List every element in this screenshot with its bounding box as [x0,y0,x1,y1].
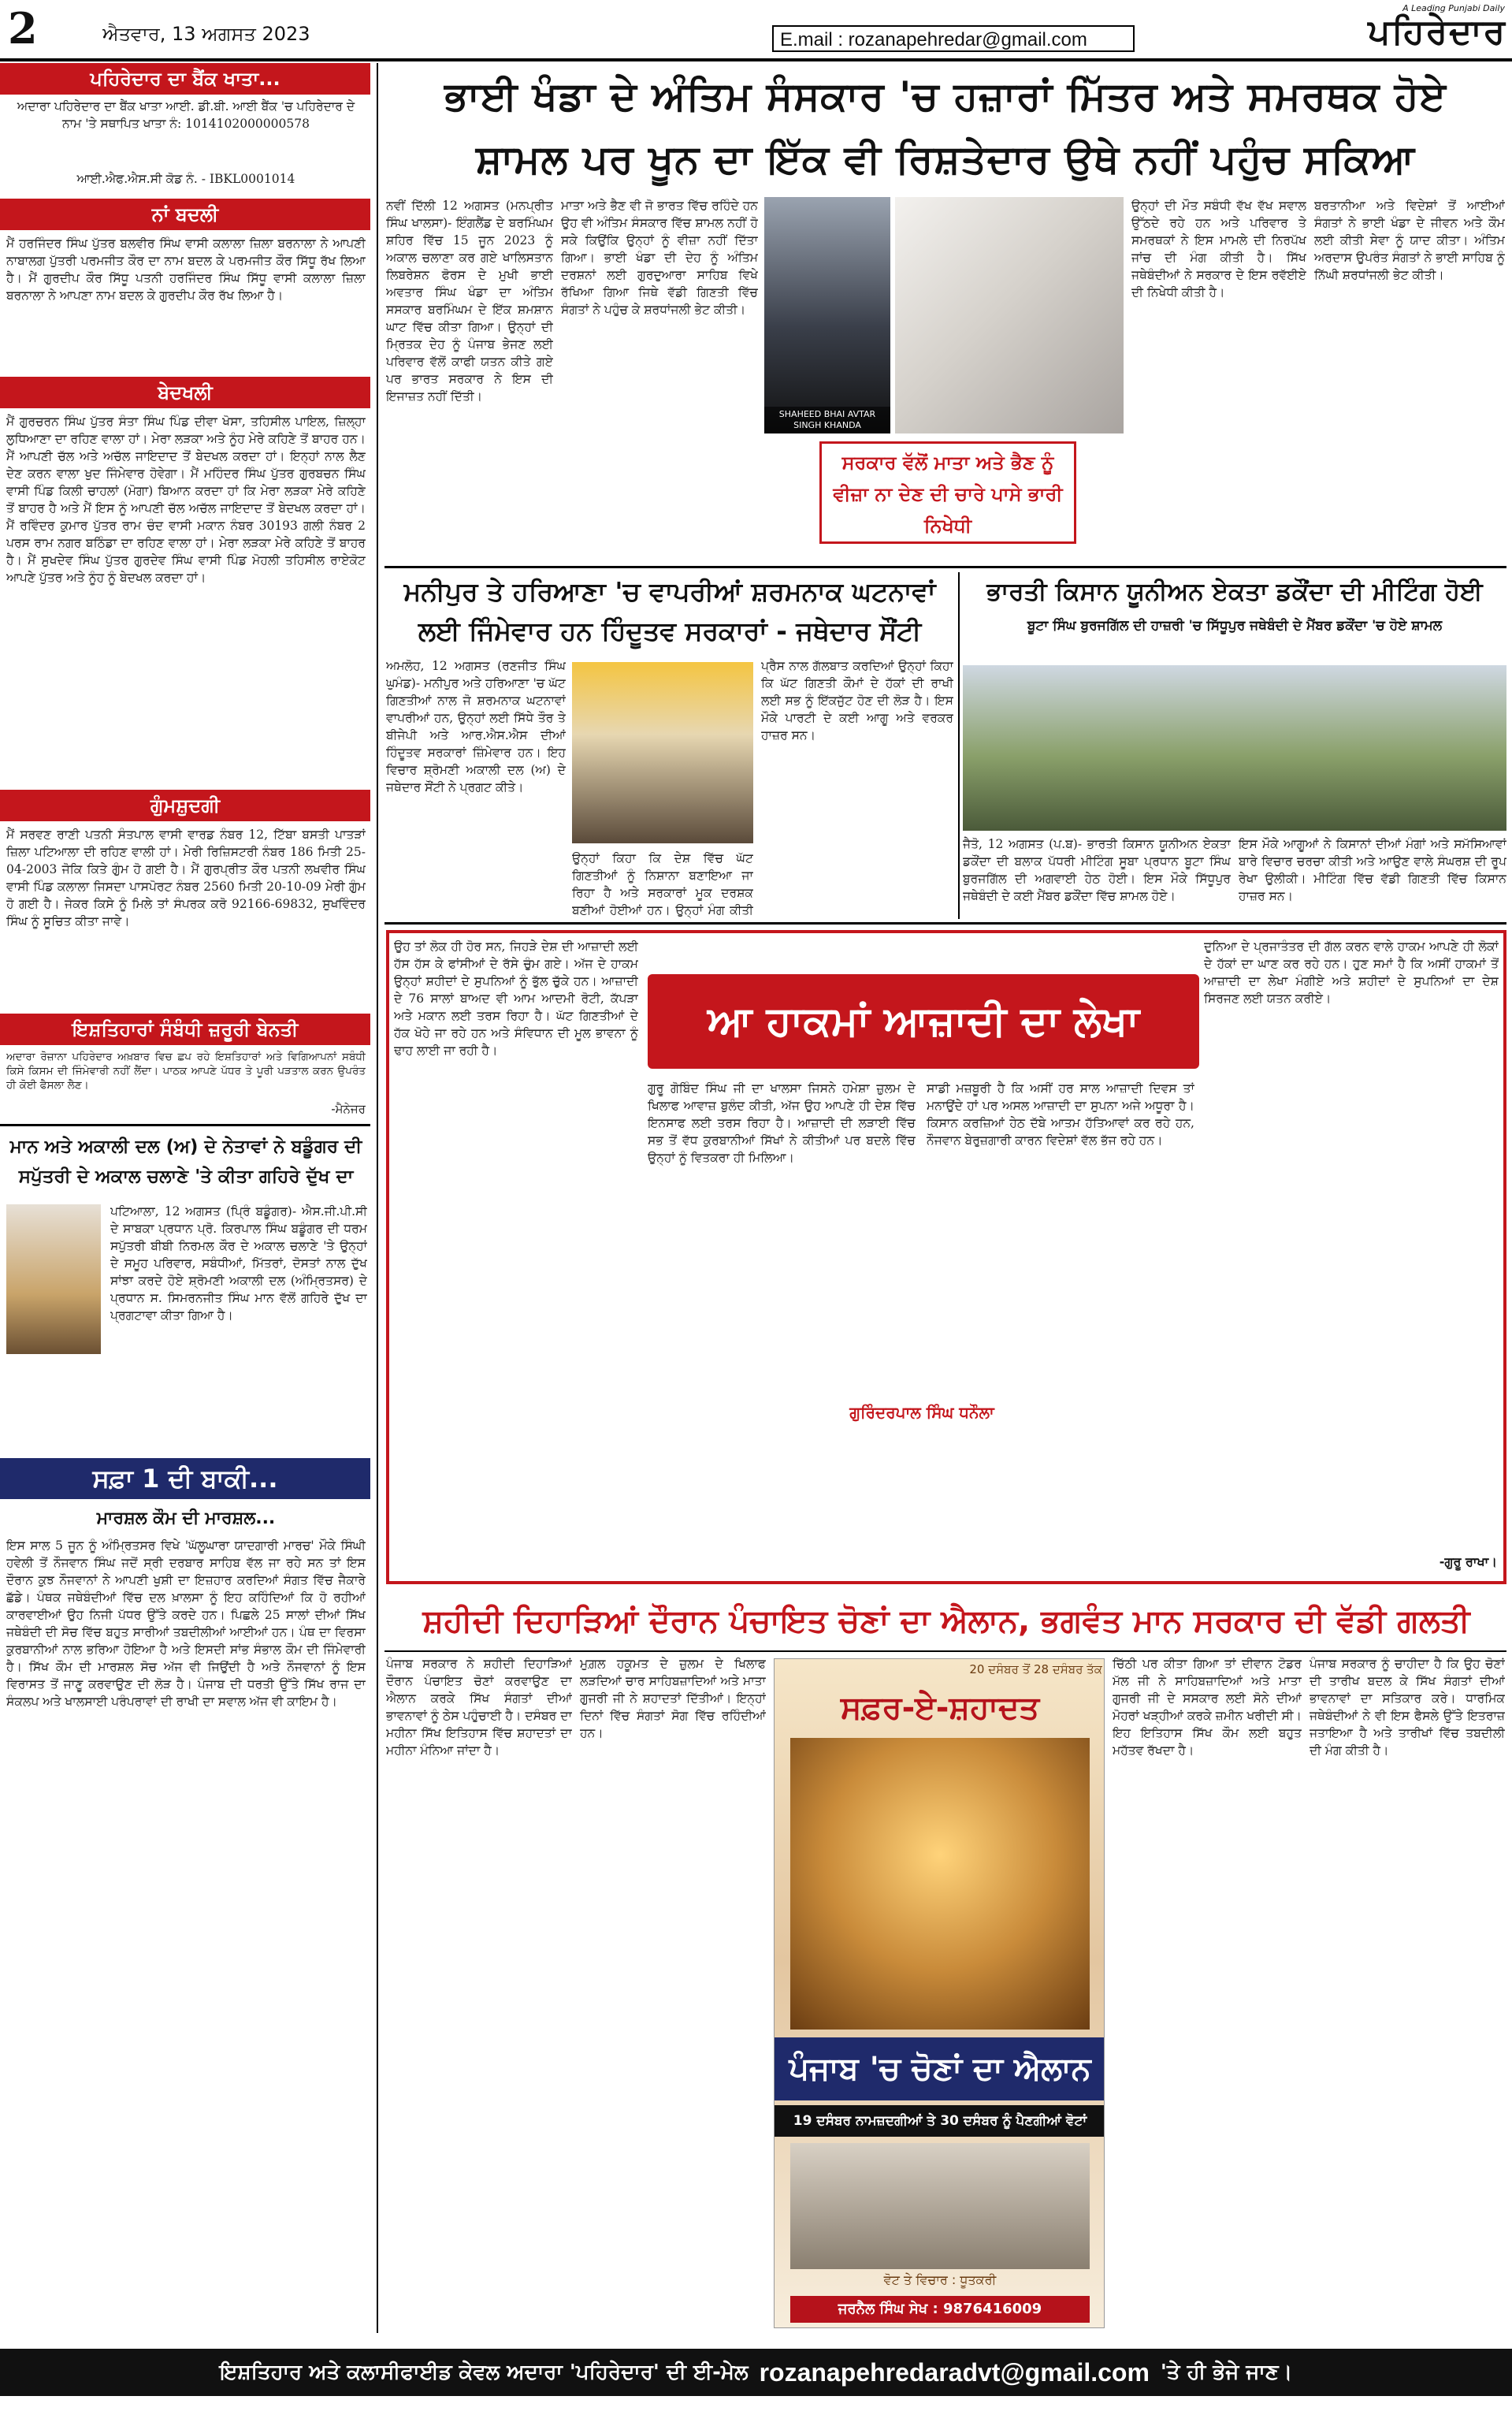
top-col-2: ਮਾਤਾ ਅਤੇ ਭੈਣ ਵੀ ਜੋ ਭਾਰਤ ਵਿੱਚ ਰਹਿੰਦੇ ਹਨ ਉਹ ਵੀ ਅੰਤਿਮ ਸੰਸਕਾਰ ਵਿੱਚ ਸ਼ਾਮਲ ਨਹੀਂ ਹੋ ਸਕੇ ਕਿਉਂਕਿ ਉਨ੍ਹਾਂ ਨੂੰ ਵੀਜ਼ਾ ਨਹੀਂ ਦਿੱਤਾ ਗਿਆ। ਭਾਈ ਖੰਡਾ ਦੀ ਦੇਹ ਨੂੰ ਅੰਤਿਮ ਦਰਸ਼ਨਾਂ ਲਈ ਗੁਰਦੁਆਰਾ ਸਾਹਿਬ ਵਿਖੇ ਰੱਖਿਆ ਗਿਆ ਜਿਥੇ ਵੱਡੀ ਗਿਣਤੀ ਵਿੱਚ ਸੰਗਤਾਂ ਨੇ ਪਹੁੰਚ ਕੇ ਸ਼ਰਧਾਂਜਲੀ ਭੇਟ ਕੀਤੀ। [561,199,758,317]
eviction-title: ਬੇਦਖਲੀ [0,377,370,408]
poster-band: ਪੰਜਾਬ 'ਚ ਚੋਣਾਂ ਦਾ ਐਲਾਨ [775,2037,1105,2100]
continued-banner: ਸਫ਼ਾ 1 ਦੀ ਬਾਕੀ... [0,1458,370,1499]
page-number: 2 [8,3,38,54]
top-story-divider [385,566,1506,568]
sonti-photo [572,662,753,843]
top-headline-2: ਸ਼ਾਮਲ ਪਰ ਖੂਨ ਦਾ ਇੱਕ ਵੀ ਰਿਸ਼ਤੇਦਾਰ ਉਥੇ ਨਹੀਂ ਪਹੁੰਚ ਸਕਿਆ [475,136,1416,182]
union-col-1: ਜੈਤੋ, 12 ਅਗਸਤ (ਪ.ਬ)- ਭਾਰਤੀ ਕਿਸਾਨ ਯੂਨੀਅਨ ਏਕਤਾ ਡਕੌਂਦਾ ਦੀ ਬਲਾਕ ਪੱਧਰੀ ਮੀਟਿੰਗ ਸੂਬਾ ਪ੍ਰਧਾਨ ਬੂਟਾ ਸਿੰਘ ਬੁਰਜਗਿੱਲ ਦੀ ਅਗਵਾਈ ਹੇਠ ਹੋਈ। ਇਸ ਮੌਕੇ ਸਿੱਧੂਪੁਰ ਜਥੇਬੰਦੀ ਦੇ ਕਈ ਮੈਂਬਰ ਡਕੌਂਦਾ ਵਿੱਚ ਸ਼ਾਮਲ ਹੋਏ। [963,837,1231,903]
bottom-col-2: ਮੁਗ਼ਲ ਹਕੂਮਤ ਦੇ ਜ਼ੁਲਮ ਦੇ ਖਿਲਾਫ ਲੜਦਿਆਂ ਚਾਰ ਸਾਹਿਬਜ਼ਾਦਿਆਂ ਅਤੇ ਮਾਤਾ ਗੁਜਰੀ ਜੀ ਨੇ ਸ਼ਹਾਦਤਾਂ ਦਿੱਤੀਆਂ। ਇਨ੍ਹਾਂ ਦਿਨਾਂ ਵਿੱਚ ਸੰਗਤਾਂ ਸੋਗ ਵਿੱਚ ਰਹਿੰਦੀਆਂ ਹਨ। [580,1657,766,1740]
funeral-photo [895,197,1124,433]
bottom-col-1: ਪੰਜਾਬ ਸਰਕਾਰ ਨੇ ਸ਼ਹੀਦੀ ਦਿਹਾੜਿਆਂ ਦੌਰਾਨ ਪੰਚਾਇਤ ਚੋਣਾਂ ਕਰਵਾਉਣ ਦਾ ਐਲਾਨ ਕਰਕੇ ਸਿੱਖ ਸੰਗਤਾਂ ਦੀਆਂ ਭਾਵਨਾਵਾਂ ਨੂੰ ਠੇਸ ਪਹੁੰਚਾਈ ਹੈ। ਦਸੰਬਰ ਦਾ ਮਹੀਨਾ ਸਿੱਖ ਇਤਿਹਾਸ ਵਿੱਚ ਸ਼ਹਾਦਤਾਂ ਦਾ ਮਹੀਨਾ ਮੰਨਿਆ ਜਾਂਦਾ ਹੈ। [386,1657,572,1758]
footer-left-text: ਇਸ਼ਤਿਹਾਰ ਅਤੇ ਕਲਾਸੀਫਾਈਡ ਕੇਵਲ ਅਦਾਰਾ 'ਪਹਿਰੇਦਾਰ' ਦੀ ਈ-ਮੇਲ [219,2360,749,2384]
lost-text: ਮੈਂ ਸਰਵਣ ਰਾਣੀ ਪਤਨੀ ਸੰਤਪਾਲ ਵਾਸੀ ਵਾਰਡ ਨੰਬਰ 12, ਟਿੱਬਾ ਬਸਤੀ ਪਾਤੜਾਂ ਜ਼ਿਲਾ ਪਟਿਆਲਾ ਦੀ ਰਹਿਣ ਵਾਲੀ ਹਾਂ। ਮੇਰੀ ਰਿਜ਼ਿਸਟਰੀ ਨੰਬਰ 186 ਮਿਤੀ 25-04-2003 ਜੋਕਿ ਕਿਤੇ ਗੁੰਮ ਹੋ ਗਈ ਹੈ। ਮੈਂ ਗੁਰਪ੍ਰੀਤ ਕੌਰ ਪਤਨੀ ਲਖਵੀਰ ਸਿੰਘ ਵਾਸੀ ਪਿੰਡ ਕਲਾਲਾ ਜਿਸਦਾ ਪਾਸਪੋਰਟ ਨੰਬਰ 2560 ਮਿਤੀ 20-10-09 ਮੇਰੀ ਗੁੰਮ ਹੋ ਗਈ ਹੈ। ਜੇਕਰ ਕਿਸੇ ਨੂੰ ਮਿਲੇ ਤਾਂ ਸੰਪਰਕ ਕਰੋ 92166-69832, ਸੁਖਵਿੰਦਰ ਸਿੰਘ ਨੂੰ ਸੂਚਿਤ ਕੀਤਾ ਜਾਵੇ। [6,828,366,928]
header-divider [0,58,1512,61]
mann-headline: ਮਾਨ ਅਤੇ ਅਕਾਲੀ ਦਲ (ਅ) ਦੇ ਨੇਤਾਵਾਂ ਨੇ ਬਡੂੰਗਰ ਦੀ ਸਪੁੱਤਰੀ ਦੇ ਅਕਾਲ ਚਲਾਣੇ 'ਤੇ ਕੀਤਾ ਗਹਿਰੇ ਦੁੱਖ ਦਾ [9,1137,362,1187]
left-divider [377,63,378,2333]
name-change-title: ਨਾਂ ਬਦਲੀ [0,199,370,230]
manipur-divider [958,572,960,919]
union-headline: ਭਾਰਤੀ ਕਿਸਾਨ ਯੂਨੀਅਨ ਏਕਤਾ ਡਕੌਂਦਾ ਦੀ ਮੀਟਿੰਗ ਹੋਈ [986,578,1483,606]
poster-author: ਜਰਨੈਲ ਸਿੰਘ ਸੇਖ : 9876416009 [790,2296,1090,2323]
poster-dates: 20 ਦਸੰਬਰ ਤੋਂ 28 ਦਸੰਬਰ ਤੱਕ [969,1662,1102,1676]
poster-politicians [790,2143,1090,2269]
poster-artwork [790,1738,1090,2030]
union-subhead: ਬੂਟਾ ਸਿੰਘ ਬੁਰਜਗਿੱਲ ਦੀ ਹਾਜ਼ਰੀ 'ਚ ਸਿੱਧੂਪੁਰ ਜਥੇਬੰਦੀ ਦੇ ਮੈਂਬਰ ਡਕੌਂਦਾ 'ਚ ਹੋਏ ਸ਼ਾਮਲ [1027,618,1443,634]
editorial-col-3: ਸਾਡੀ ਮਜ਼ਬੂਰੀ ਹੈ ਕਿ ਅਸੀਂ ਹਰ ਸਾਲ ਆਜ਼ਾਦੀ ਦਿਵਸ ਤਾਂ ਮਨਾਉਂਦੇ ਹਾਂ ਪਰ ਅਸਲ ਆਜ਼ਾਦੀ ਦਾ ਸੁਪਨਾ ਅਜੇ ਅਧੂਰਾ ਹੈ। ਕਿਸਾਨ ਕਰਜ਼ਿਆਂ ਹੇਠ ਦੱਬੇ ਆਤਮ ਹੱਤਿਆਵਾਂ ਕਰ ਰਹੇ ਹਨ, ਨੌਜਵਾਨ ਬੇਰੁਜ਼ਗਾਰੀ ਕਾਰਨ ਵਿਦੇਸ਼ਾਂ ਵੱਲ ਭੱਜ ਰਹੇ ਹਨ। [927,1081,1194,1148]
page-header [0,0,1512,58]
bank-ifsc: ਆਈ.ਐਫ.ਐਸ.ਸੀ ਕੋਡ ਨੰ. - IBKL0001014 [76,172,295,186]
ad-notice-title: ਇਸ਼ਤਿਹਾਰਾਂ ਸੰਬੰਧੀ ਜ਼ਰੂਰੀ ਬੇਨਤੀ [0,1014,370,1045]
bank-title: ਪਹਿਰੇਦਾਰ ਦਾ ਬੈਂਕ ਖਾਤਾ... [0,63,370,95]
top-col-4: ਬਰਤਾਨੀਆ ਅਤੇ ਵਿਦੇਸ਼ਾਂ ਤੋਂ ਆਈਆਂ ਸੰਗਤਾਂ ਨੇ ਭਾਈ ਖੰਡਾ ਦੇ ਜੀਵਨ ਅਤੇ ਕੌਮ ਲਈ ਕੀਤੀ ਸੇਵਾ ਨੂੰ ਯਾਦ ਕੀਤਾ। ਅੰਤਿਮ ਅਰਦਾਸ ਉਪਰੰਤ ਸੰਗਤਾਂ ਨੇ ਭਾਈ ਸਾਹਿਬ ਨੂੰ ਨਿੱਘੀ ਸ਼ਰਧਾਂਜਲੀ ਭੇਟ ਕੀਤੀ। [1314,199,1505,282]
bottom-col-4: ਪੰਜਾਬ ਸਰਕਾਰ ਨੂੰ ਚਾਹੀਦਾ ਹੈ ਕਿ ਉਹ ਚੋਣਾਂ ਦੀ ਤਾਰੀਖ ਬਦਲ ਕੇ ਸਿੱਖ ਸੰਗਤਾਂ ਦੀਆਂ ਭਾਵਨਾਵਾਂ ਦਾ ਸਤਿਕਾਰ ਕਰੇ। ਧਾਰਮਿਕ ਜਥੇਬੰਦੀਆਂ ਨੇ ਵੀ ਇਸ ਫੈਸਲੇ ਉੱਤੇ ਇਤਰਾਜ਼ ਜਤਾਇਆ ਹੈ ਅਤੇ ਤਾਰੀਖਾਂ ਵਿੱਚ ਤਬਦੀਲੀ ਦੀ ਮੰਗ ਕੀਤੀ ਹੈ। [1310,1657,1505,1758]
top-col-1: ਨਵੀਂ ਦਿੱਲੀ 12 ਅਗਸਤ (ਮਨਪ੍ਰੀਤ ਸਿੰਘ ਖਾਲਸਾ)- ਇੰਗਲੈਂਡ ਦੇ ਬਰਮਿੰਘਮ ਸ਼ਹਿਰ ਵਿੱਚ 15 ਜੂਨ 2023 ਨੂੰ ਅਕਾਲ ਚਲਾਣਾ ਕਰ ਗਏ ਖਾਲਿਸਤਾਨ ਲਿਬਰੇਸ਼ਨ ਫੋਰਸ ਦੇ ਮੁਖੀ ਭਾਈ ਅਵਤਾਰ ਸਿੰਘ ਖੰਡਾ ਦਾ ਅੰਤਿਮ ਸਸਕਾਰ ਬਰਮਿੰਘਮ ਦੇ ਇੱਕ ਸ਼ਮਸ਼ਾਨ ਘਾਟ ਵਿੱਚ ਕੀਤਾ ਗਿਆ। ਉਨ੍ਹਾਂ ਦੀ ਮ੍ਰਿਤਕ ਦੇਹ ਨੂੰ ਪੰਜਾਬ ਭੇਜਣ ਲਈ ਪਰਿਵਾਰ ਵੱਲੋਂ ਕਾਫੀ ਯਤਨ ਕੀਤੇ ਗਏ ਪਰ ਭਾਰਤ ਸਰਕਾਰ ਨੇ ਇਸ ਦੀ ਇਜਾਜ਼ਤ ਨਹੀਂ ਦਿੱਤੀ। [386,199,553,404]
eviction-text: ਮੈਂ ਗੁਰਚਰਨ ਸਿੰਘ ਪੁੱਤਰ ਸੰਤਾ ਸਿੰਘ ਪਿੰਡ ਦੀਵਾ ਖੋਸਾ, ਤਹਿਸੀਲ ਪਾਇਲ, ਜ਼ਿਲ੍ਹਾ ਲੁਧਿਆਣਾ ਦਾ ਰਹਿਣ ਵਾਲਾ ਹਾਂ। ਮੇਰਾ ਲੜਕਾ ਅਤੇ ਨੂੰਹ ਮੇਰੇ ਕਹਿਣੇ ਤੋਂ ਬਾਹਰ ਹਨ। ਮੈਂ ਆਪਣੀ ਚੱਲ ਅਤੇ ਅਚੱਲ ਜਾਇਦਾਦ ਤੋਂ ਬੇਦਖਲ ਕਰਦਾ ਹਾਂ। ਇਨ੍ਹਾਂ ਨਾਲ ਲੈਣ ਦੇਣ ਕਰਨ ਵਾਲਾ ਖੁਦ ਜਿੰਮੇਵਾਰ ਹੋਵੇਗਾ। ਮੈਂ ਮਹਿੰਦਰ ਸਿੰਘ ਪੁੱਤਰ ਗੁਰਬਚਨ ਸਿੰਘ ਵਾਸੀ ਪਿੰਡ ਕਿਲੀ ਚਾਹਲਾਂ (ਮੋਗਾ) ਬਿਆਨ ਕਰਦਾ ਹਾਂ ਕਿ ਮੇਰਾ ਲੜਕਾ ਮੇਰੇ ਕਹਿਣੇ ਤੋਂ ਬਾਹਰ ਹੈ ਅਤੇ ਮੈਂ ਇਸ ਨੂੰ ਆਪਣੀ ਚੱਲ ਅਚੱਲ ਜਾਇਦਾਦ ਤੋਂ ਬੇਦਖਲ ਕਰਦਾ ਹਾਂ। ਮੈਂ ਰਵਿੰਦਰ ਕੁਮਾਰ ਪੁੱਤਰ ਰਾਮ ਚੰਦ ਵਾਸੀ ਮਕਾਨ ਨੰਬਰ 30193 ਗਲੀ ਨੰਬਰ 2 ਪਰਸ ਰਾਮ ਨਗਰ ਬਠਿੰਡਾ ਦਾ ਰਹਿਣ ਵਾਲਾ ਹਾਂ। ਮੇਰਾ ਲੜਕਾ ਮੇਰੇ ਕਹਿਣੇ ਤੋਂ ਬਾਹਰ ਹੈ। ਮੈਂ ਸੁਖਦੇਵ ਸਿੰਘ ਪੁੱਤਰ ਗੁਰਦੇਵ ਸਿੰਘ ਵਾਸੀ ਪਿੰਡ ਮੋਹਲੀ ਤਹਿਸੀਲ ਰਾਏਕੋਟ ਆਪਣੇ ਪੁੱਤਰ ਅਤੇ ਨੂੰਹ ਨੂੰ ਬੇਦਖਲ ਕਰਦਾ ਹਾਂ। [6,415,366,585]
khanda-portrait [764,197,890,433]
manipur-col-2: ਉਨ੍ਹਾਂ ਕਿਹਾ ਕਿ ਦੇਸ਼ ਵਿੱਚ ਘੱਟ ਗਿਣਤੀਆਂ ਨੂੰ ਨਿਸ਼ਾਨਾ ਬਣਾਇਆ ਜਾ ਰਿਹਾ ਹੈ ਅਤੇ ਸਰਕਾਰਾਂ ਮੂਕ ਦਰਸ਼ਕ ਬਣੀਆਂ ਹੋਈਆਂ ਹਨ। ਉਨ੍ਹਾਂ ਮੰਗ ਕੀਤੀ [572,851,753,917]
editorial-sign-off: -ਗੁਰੂ ਰਾਖਾ। [1439,1554,1497,1569]
ad-notice-sign: -ਮੈਨੇਜਰ [331,1102,366,1116]
union-group-photo [963,665,1506,831]
editorial-headline: ਆ ਹਾਕਮਾਂ ਆਜ਼ਾਦੀ ਦਾ ਲੇਖਾ [648,974,1199,1069]
manipur-headline-1: ਮਨੀਪੁਰ ਤੇ ਹਰਿਆਣਾ 'ਚ ਵਾਪਰੀਆਂ ਸ਼ਰਮਨਾਕ ਘਟਨਾਵਾਂ [403,576,936,607]
bottom-headline: ਸ਼ਹੀਦੀ ਦਿਹਾੜਿਆਂ ਦੌਰਾਨ ਪੰਚਾਇਤ ਚੋਣਾਂ ਦਾ ਐਲਾਨ, ਭਗਵੰਤ ਮਾਨ ਸਰਕਾਰ ਦੀ ਵੱਡੀ ਗਲਤੀ [422,1603,1470,1639]
tagline: A Leading Punjabi Daily [1402,3,1505,13]
name-change-text: ਮੈਂ ਹਰਜਿੰਦਰ ਸਿੰਘ ਪੁੱਤਰ ਬਲਵੀਰ ਸਿੰਘ ਵਾਸੀ ਕਲਾਲਾ ਜ਼ਿਲਾ ਬਰਨਾਲਾ ਨੇ ਆਪਣੀ ਨਾਬਾਲਗ ਪੁੱਤਰੀ ਪਰਮਜੀਤ ਕੌਰ ਦਾ ਨਾਮ ਬਦਲ ਕੇ ਪਰਮਜੀਤ ਕੌਰ ਸਿੱਧੂ ਰੱਖ ਲਿਆ ਹੈ। ਮੈਂ ਗੁਰਦੀਪ ਕੌਰ ਸਿੱਧੂ ਪਤਨੀ ਹਰਜਿੰਦਰ ਸਿੰਘ ਸਿੱਧੂ ਵਾਸੀ ਕਲਾਲਾ ਜ਼ਿਲਾ ਬਰਨਾਲਾ ਨੇ ਆਪਣਾ ਨਾਮ ਬਦਲ ਕੇ ਗੁਰਦੀਪ ਕੌਰ ਰੱਖ ਲਿਆ ਹੈ। [6,236,366,303]
lost-title: ਗੁੰਮਸ਼ੁਦਗੀ [0,790,370,821]
editorial-col-4: ਦੁਨਿਆ ਦੇ ਪ੍ਰਜਾਤੰਤਰ ਦੀ ਗੱਲ ਕਰਨ ਵਾਲੇ ਹਾਕਮ ਆਪਣੇ ਹੀ ਲੋਕਾਂ ਦੇ ਹੱਕਾਂ ਦਾ ਘਾਣ ਕਰ ਰਹੇ ਹਨ। ਹੁਣ ਸਮਾਂ ਹੈ ਕਿ ਅਸੀਂ ਹਾਕਮਾਂ ਤੋਂ ਆਜ਼ਾਦੀ ਦਾ ਲੇਖਾ ਮੰਗੀਏ ਅਤੇ ਸ਼ਹੀਦਾਂ ਦੇ ਸੁਪਨਿਆਂ ਦਾ ਦੇਸ਼ ਸਿਰਜਣ ਲਈ ਯਤਨ ਕਰੀਏ। [1204,939,1499,1006]
issue-date: ਐਤਵਾਰ, 13 ਅਗਸਤ 2023 [102,23,310,45]
union-col-2: ਇਸ ਮੌਕੇ ਆਗੂਆਂ ਨੇ ਕਿਸਾਨਾਂ ਦੀਆਂ ਮੰਗਾਂ ਅਤੇ ਸਮੱਸਿਆਵਾਂ ਬਾਰੇ ਵਿਚਾਰ ਚਰਚਾ ਕੀਤੀ ਅਤੇ ਆਉਣ ਵਾਲੇ ਸੰਘਰਸ਼ ਦੀ ਰੂਪ ਰੇਖਾ ਉਲੀਕੀ। ਮੀਟਿੰਗ ਵਿੱਚ ਵੱਡੀ ਗਿਣਤੀ ਵਿੱਚ ਕਿਸਾਨ ਹਾਜ਼ਰ ਸਨ। [1239,837,1506,903]
manipur-col-1: ਅਮਲੋਹ, 12 ਅਗਸਤ (ਰਣਜੀਤ ਸਿੰਘ ਘੁਮੰਡ)- ਮਨੀਪੁਰ ਅਤੇ ਹਰਿਆਣਾ 'ਚ ਘੱਟ ਗਿਣਤੀਆਂ ਨਾਲ ਜੋ ਸ਼ਰਮਨਾਕ ਘਟਨਾਵਾਂ ਵਾਪਰੀਆਂ ਹਨ, ਉਨ੍ਹਾਂ ਲਈ ਸਿੱਧੇ ਤੌਰ ਤੇ ਬੀਜੇਪੀ ਅਤੇ ਆਰ.ਐਸ.ਐਸ ਦੀਆਂ ਹਿੰਦੂਤਵ ਸਰਕਾਰਾਂ ਜ਼ਿੰਮੇਵਾਰ ਹਨ। ਇਹ ਵਿਚਾਰ ਸ਼੍ਰੋਮਣੀ ਅਕਾਲੀ ਦਲ (ਅ) ਦੇ ਜਥੇਦਾਰ ਸੌਂਟੀ ਨੇ ਪ੍ਰਗਟ ਕੀਤੇ। [386,659,566,794]
left-column [0,63,370,2333]
footer-right-text: 'ਤੇ ਹੀ ਭੇਜੇ ਜਾਣ। [1160,2360,1293,2384]
masthead-logo: ਪਹਿਰੇਦਾਰ [1368,12,1506,52]
boxed-quote: ਸਰਕਾਰ ਵੱਲੋਂ ਮਾਤਾ ਅਤੇ ਭੈਣ ਨੂੰ ਵੀਜ਼ਾ ਨਾ ਦੇਣ ਦੀ ਚਾਰੇ ਪਾਸੇ ਭਾਰੀ ਨਿਖੇਧੀ [819,441,1076,544]
bottom-col-3: ਚਿੱਠੀ ਪਰ ਕੀਤਾ ਗਿਆ ਤਾਂ ਦੀਵਾਨ ਟੋਡਰ ਮੱਲ ਜੀ ਨੇ ਸਾਹਿਬਜ਼ਾਦਿਆਂ ਅਤੇ ਮਾਤਾ ਗੁਜਰੀ ਜੀ ਦੇ ਸਸਕਾਰ ਲਈ ਸੋਨੇ ਦੀਆਂ ਮੋਹਰਾਂ ਖੜ੍ਹੀਆਂ ਕਰਕੇ ਜ਼ਮੀਨ ਖਰੀਦੀ ਸੀ। ਇਹ ਇਤਿਹਾਸ ਸਿੱਖ ਕੌਮ ਲਈ ਬਹੁਤ ਮਹੱਤਵ ਰੱਖਦਾ ਹੈ। [1113,1657,1302,1758]
poster-subline: 19 ਦਸੰਬਰ ਨਾਮਜ਼ਦਗੀਆਂ ਤੇ 30 ਦਸੰਬਰ ਨੂੰ ਪੈਣਗੀਆਂ ਵੋਟਾਂ [775,2105,1105,2137]
manipur-col-3: ਪ੍ਰੈਸ ਨਾਲ ਗੱਲਬਾਤ ਕਰਦਿਆਂ ਉਨ੍ਹਾਂ ਕਿਹਾ ਕਿ ਘੱਟ ਗਿਣਤੀ ਕੌਮਾਂ ਦੇ ਹੱਕਾਂ ਦੀ ਰਾਖੀ ਲਈ ਸਭ ਨੂੰ ਇੱਕਜੁੱਟ ਹੋਣ ਦੀ ਲੋੜ ਹੈ। ਇਸ ਮੌਕੇ ਪਾਰਟੀ ਦੇ ਕਈ ਆਗੂ ਅਤੇ ਵਰਕਰ ਹਾਜ਼ਰ ਸਨ। [761,659,953,742]
mann-photo [6,1204,101,1354]
editorial-col-2: ਗੁਰੂ ਗੋਬਿੰਦ ਸਿੰਘ ਜੀ ਦਾ ਖਾਲਸਾ ਜਿਸਨੇ ਹਮੇਸ਼ਾ ਜ਼ੁਲਮ ਦੇ ਖਿਲਾਫ ਆਵਾਜ਼ ਬੁਲੰਦ ਕੀਤੀ, ਅੱਜ ਉਹ ਆਪਣੇ ਹੀ ਦੇਸ਼ ਵਿੱਚ ਇਨਸਾਫ ਲਈ ਤਰਸ ਰਿਹਾ ਹੈ। ਆਜ਼ਾਦੀ ਦੀ ਲੜਾਈ ਵਿੱਚ ਸਭ ਤੋਂ ਵੱਧ ਕੁਰਬਾਨੀਆਂ ਸਿੱਖਾਂ ਨੇ ਕੀਤੀਆਂ ਪਰ ਬਦਲੇ ਵਿੱਚ ਉਨ੍ਹਾਂ ਨੂੰ ਵਿਤਕਰਾ ਹੀ ਮਿਲਿਆ। [648,1081,916,1165]
footer-email[interactable]: rozanapehredaradvt@gmail.com [759,2357,1150,2387]
maral-headline: ਮਾਰਸ਼ਲ ਕੌਮ ਦੀ ਮਾਰਸ਼ਲ... [96,1509,276,1528]
poster-title: ਸਫ਼ਰ-ਏ-ਸ਼ਹਾਦਤ [840,1690,1040,1726]
maral-text: ਇਸ ਸਾਲ 5 ਜੂਨ ਨੂੰ ਅੰਮ੍ਰਿਤਸਰ ਵਿਖੇ 'ਘੱਲੂਘਾਰਾ ਯਾਦਗਾਰੀ ਮਾਰਚ' ਮੌਕੇ ਸਿੰਘੀ ਹਵੇਲੀ ਤੋਂ ਨੌਜਵਾਨ ਸਿੰਘ ਜਦੋਂ ਸ੍ਰੀ ਦਰਬਾਰ ਸਾਹਿਬ ਵੱਲ ਜਾ ਰਹੇ ਸਨ ਤਾਂ ਇਸ ਦੌਰਾਨ ਕੁਝ ਨੌਜਵਾਨਾਂ ਨੇ ਆਪਣੀ ਖੁਸ਼ੀ ਦਾ ਇਜ਼ਹਾਰ ਕਰਦਿਆਂ ਸੰਗਤ ਵਿੱਚ ਜੈਕਾਰੇ ਛੱਡੇ। ਪੰਥਕ ਜਥੇਬੰਦੀਆਂ ਵਿੱਚ ਦਲ ਖ਼ਾਲਸਾ ਨੂੰ ਇਹ ਕਹਿੰਦਿਆਂ ਕਿ ਹੋ ਰਹੀਆਂ ਕਾਰਵਾਈਆਂ ਉਹ ਨਿਜੀ ਪੱਧਰ ਉੱਤੇ ਕਰਦੇ ਹਨ। ਪਿਛਲੇ 25 ਸਾਲਾਂ ਦੀਆਂ ਸਿੱਖ ਜਥੇਬੰਦੀ ਦੀ ਸੋਚ ਵਿੱਚ ਬਹੁਤ ਸਾਰੀਆਂ ਤਬਦੀਲੀਆਂ ਆਈਆਂ ਹਨ। ਪੰਥ ਦਾ ਵਿਰਸਾ ਕੁਰਬਾਨੀਆਂ ਨਾਲ ਭਰਿਆ ਹੋਇਆ ਹੈ ਅਤੇ ਇਸਦੀ ਸਾਂਭ ਸੰਭਾਲ ਕੌਮ ਦੀ ਜਿੰਮੇਵਾਰੀ ਹੈ। ਸਿੱਖ ਕੌਮ ਦੀ ਮਾਰਸ਼ਲ ਸੋਚ ਅੱਜ ਵੀ ਜਿਉਂਦੀ ਹੈ ਅਤੇ ਨੌਜਵਾਨਾਂ ਨੂੰ ਇਸ ਵਿਰਾਸਤ ਤੋਂ ਜਾਣੂ ਕਰਵਾਉਣ ਦੀ ਲੋੜ ਹੈ। ਪੰਜਾਬ ਦੀ ਧਰਤੀ ਉੱਤੇ ਸਿੱਖ ਰਾਜ ਦਾ ਸੰਕਲਪ ਅਤੇ ਖਾਲਸਾਈ ਪਰੰਪਰਾਵਾਂ ਦੀ ਰਾਖੀ ਦਾ ਸਵਾਲ ਅੱਜ ਵੀ ਕਾਇਮ ਹੈ। [6,1539,366,1709]
mann-text: ਪਟਿਆਲਾ, 12 ਅਗਸਤ (ਪ੍ਰਿੰ ਬਡੂੰਗਰ)- ਐਸ.ਜੀ.ਪੀ.ਸੀ ਦੇ ਸਾਬਕਾ ਪ੍ਰਧਾਨ ਪ੍ਰੋ. ਕਿਰਪਾਲ ਸਿੰਘ ਬਡੂੰਗਰ ਦੀ ਧਰਮ ਸਪੁੱਤਰੀ ਬੀਬੀ ਨਿਰਮਲ ਕੌਰ ਦੇ ਅਕਾਲ ਚਲਾਣੇ 'ਤੇ ਉਨ੍ਹਾਂ ਦੇ ਸਮੂਹ ਪਰਿਵਾਰ, ਸਬੰਧੀਆਂ, ਮਿੱਤਰਾਂ, ਦੋਸਤਾਂ ਨਾਲ ਦੁੱਖ ਸਾਂਝਾ ਕਰਦੇ ਹੋਏ ਸ਼੍ਰੋਮਣੀ ਅਕਾਲੀ ਦਲ (ਅੰਮ੍ਰਿਤਸਰ) ਦੇ ਪ੍ਰਧਾਨ ਸ. ਸਿਮਰਨਜੀਤ ਸਿੰਘ ਮਾਨ ਵੱਲੋਂ ਗਹਿਰੇ ਦੁੱਖ ਦਾ ਪ੍ਰਗਟਾਵਾ ਕੀਤਾ ਗਿਆ ਹੈ। [110,1204,367,1323]
editorial-byline: ਗੁਰਿੰਦਰਪਾਲ ਸਿੰਘ ਧਨੌਲਾ [849,1403,994,1422]
footer-bar [0,2349,1512,2396]
poster-foot: ਵੋਟ ਤੇ ਵਿਚਾਰ : ਧੂਤਕਰੀ [883,2272,997,2287]
editorial-col-1: ਉਹ ਤਾਂ ਲੋਕ ਹੀ ਹੋਰ ਸਨ, ਜਿਹੜੇ ਦੇਸ਼ ਦੀ ਆਜ਼ਾਦੀ ਲਈ ਹੱਸ ਹੱਸ ਕੇ ਫਾਂਸੀਆਂ ਦੇ ਰੱਸੇ ਚੁੰਮ ਗਏ। ਅੱਜ ਦੇ ਹਾਕਮ ਉਨ੍ਹਾਂ ਸ਼ਹੀਦਾਂ ਦੇ ਸੁਪਨਿਆਂ ਨੂੰ ਭੁੱਲ ਚੁੱਕੇ ਹਨ। ਆਜ਼ਾਦੀ ਦੇ 76 ਸਾਲਾਂ ਬਾਅਦ ਵੀ ਆਮ ਆਦਮੀ ਰੋਟੀ, ਕੱਪੜਾ ਅਤੇ ਮਕਾਨ ਲਈ ਤਰਸ ਰਿਹਾ ਹੈ। ਘੱਟ ਗਿਣਤੀਆਂ ਦੇ ਹੱਕ ਖੋਹੇ ਜਾ ਰਹੇ ਹਨ ਅਤੇ ਸੰਵਿਧਾਨ ਦੀ ਮੂਲ ਭਾਵਨਾ ਨੂੰ ਢਾਹ ਲਾਈ ਜਾ ਰਹੀ ਹੈ। [394,939,638,1058]
top-col-3: ਉਨ੍ਹਾਂ ਦੀ ਮੌਤ ਸਬੰਧੀ ਵੱਖ ਵੱਖ ਸਵਾਲ ਉੱਠਦੇ ਰਹੇ ਹਨ ਅਤੇ ਪਰਿਵਾਰ ਤੇ ਸਮਰਥਕਾਂ ਨੇ ਇਸ ਮਾਮਲੇ ਦੀ ਨਿਰਪੱਖ ਜਾਂਚ ਦੀ ਮੰਗ ਕੀਤੀ ਹੈ। ਸਿੱਖ ਜਥੇਬੰਦੀਆਂ ਨੇ ਸਰਕਾਰ ਦੇ ਇਸ ਰਵੱਈਏ ਦੀ ਨਿਖੇਧੀ ਕੀਤੀ ਹੈ। [1131,199,1306,300]
top-headline-1: ਭਾਈ ਖੰਡਾ ਦੇ ਅੰਤਿਮ ਸੰਸਕਾਰ 'ਚ ਹਜ਼ਾਰਾਂ ਮਿੱਤਰ ਅਤੇ ਸਮਰਥਕ ਹੋਏ [444,73,1447,119]
manipur-headline-2: ਲਈ ਜਿੰਮੇਵਾਰ ਹਨ ਹਿੰਦੂਤਵ ਸਰਕਾਰਾਂ - ਜਥੇਦਾਰ ਸੌਂਟੀ [418,616,922,646]
bank-text: ਅਦਾਰਾ ਪਹਿਰੇਦਾਰ ਦਾ ਬੈਂਕ ਖਾਤਾ ਆਈ. ਡੀ.ਬੀ. ਆਈ ਬੈਂਕ 'ਚ ਪਹਿਰੇਦਾਰ ਦੇ ਨਾਮ 'ਤੇ ਸਥਾਪਿਤ ਖਾਤਾ ਨੰ: 1014102000000578 [17,99,355,131]
header-email[interactable]: E.mail : rozanapehredar@gmail.com [772,25,1135,52]
mid-divider [385,922,1506,925]
ad-notice-text: ਅਦਾਰਾ ਰੋਜ਼ਾਨਾ ਪਹਿਰੇਦਾਰ ਅਖ਼ਬਾਰ ਵਿਚ ਛਪ ਰਹੇ ਇਸ਼ਤਿਹਾਰਾਂ ਅਤੇ ਵਿਗਿਆਪਨਾਂ ਸਬੰਧੀ ਕਿਸੇ ਕਿਸਮ ਦੀ ਜਿੰਮੇਵਾਰੀ ਨਹੀਂ ਲੈਂਦਾ। ਪਾਠਕ ਆਪਣੇ ਪੱਧਰ ਤੇ ਪੂਰੀ ਪੜਤਾਲ ਕਰਨ ਉਪਰੰਤ ਹੀ ਕੋਈ ਫੈਸਲਾ ਲੈਣ। [6,1051,366,1092]
bottom-divider [385,1650,1506,1652]
khanda-portrait-caption: SHAHEED BHAI AVTAR SINGH KHANDA [764,407,890,433]
shahadat-poster [774,1658,1105,2328]
mann-divider [0,1124,370,1126]
